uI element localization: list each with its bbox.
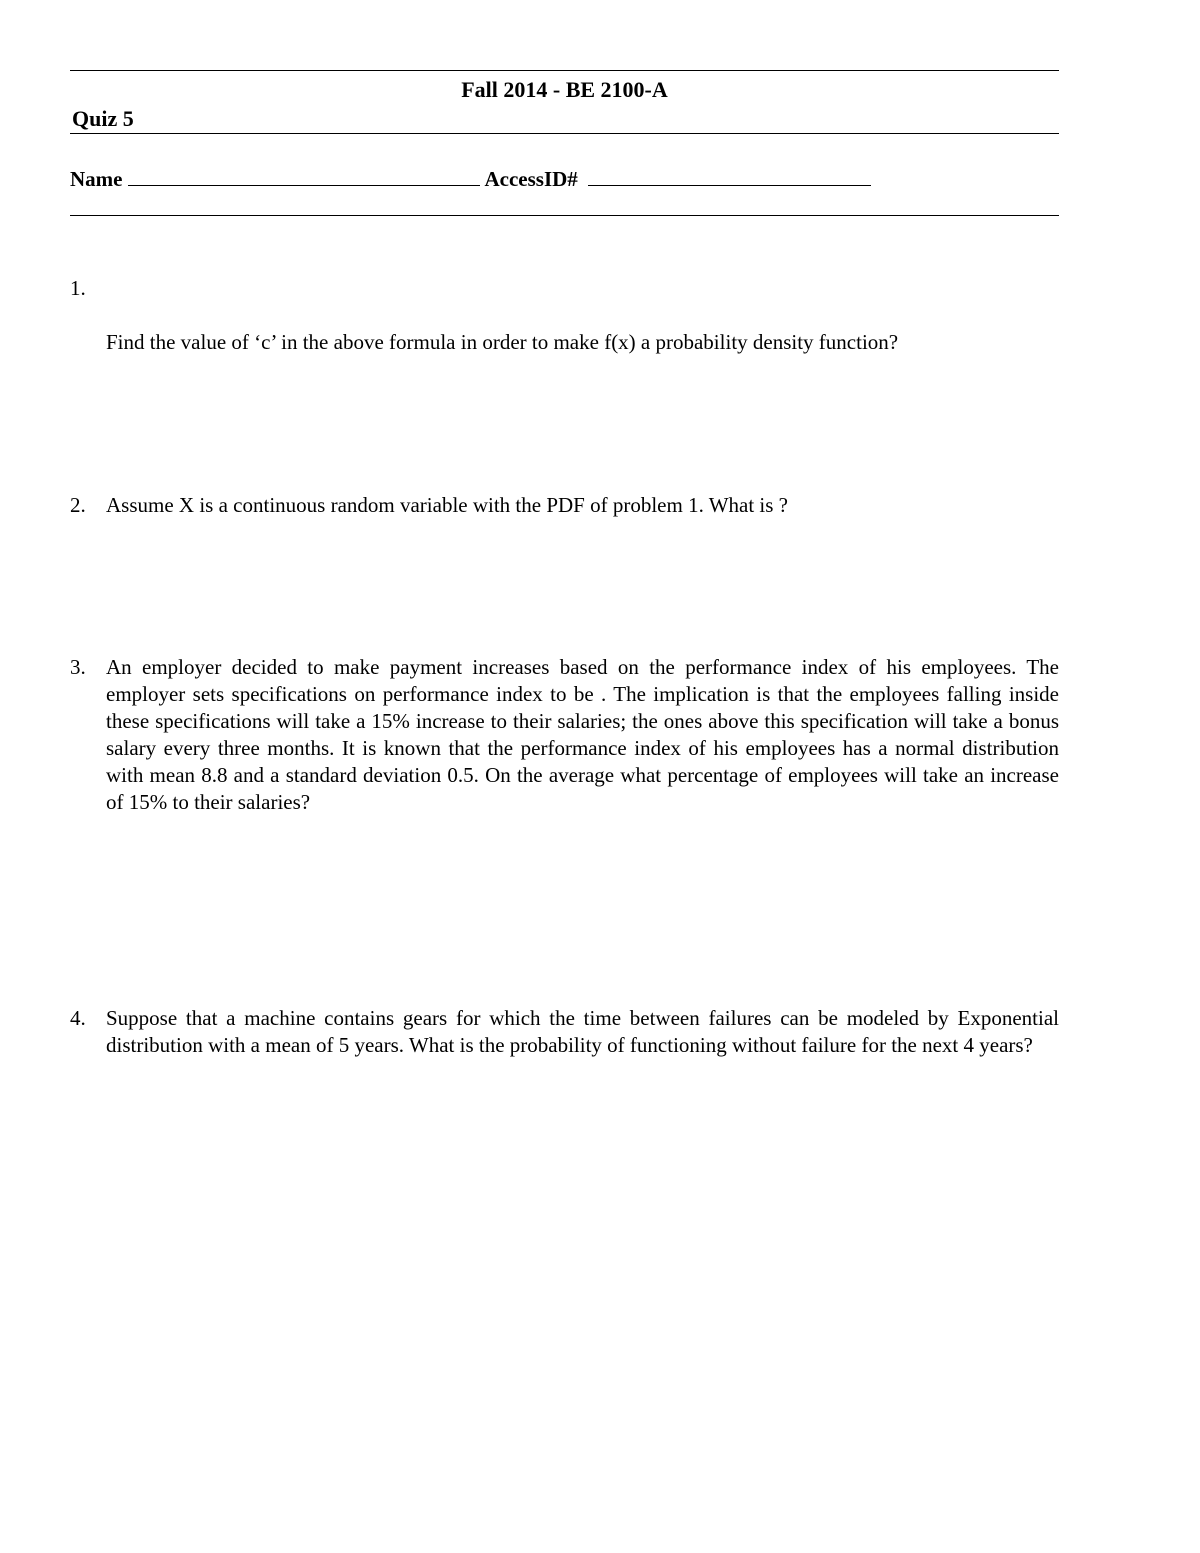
- question-number: 3.: [70, 655, 86, 679]
- question-3: [70, 654, 1059, 816]
- question-number: 2.: [70, 493, 86, 517]
- question-4: [70, 1005, 1059, 1059]
- header-rule: [70, 133, 1059, 134]
- question-number: 4.: [70, 1006, 86, 1030]
- access-id-blank[interactable]: [588, 163, 871, 186]
- name-blank[interactable]: [128, 163, 480, 186]
- student-info-line: [70, 163, 871, 192]
- question-text: Suppose that a machine contains gears for which the time between failures can be modeled by Exponential distribution with a mean of 5 years. What is the probability of functioning without failure for the next 4 years?: [106, 1006, 1059, 1057]
- question-1-text: Find the value of ‘c’ in the above formula in order to make f(x) a probability density function?: [106, 330, 899, 354]
- name-label: Name: [70, 167, 123, 191]
- question-text: An employer decided to make payment increases based on the performance index of his employees. The employer sets specifications on performance index to be . The implication is that the employees falling inside these specifications will take a 15% increase to their salaries; the ones above this specification will take a bonus salary every three months. It is known that the performance index of his employees has a normal distribution with mean 8.8 and a standard deviation 0.5. On the average what percentage of employees will take an increase of 15% to their salaries?: [106, 655, 1059, 814]
- question-number: 1.: [70, 276, 86, 300]
- course-title: Fall 2014 - BE 2100-A: [461, 77, 668, 102]
- access-id-label: AccessID#: [484, 167, 578, 191]
- info-rule: [70, 215, 1059, 216]
- question-text: Assume X is a continuous random variable with the PDF of problem 1. What is ?: [106, 493, 789, 517]
- quiz-title: Quiz 5: [72, 106, 134, 131]
- top-rule: [70, 70, 1059, 71]
- question-2: [70, 492, 1059, 519]
